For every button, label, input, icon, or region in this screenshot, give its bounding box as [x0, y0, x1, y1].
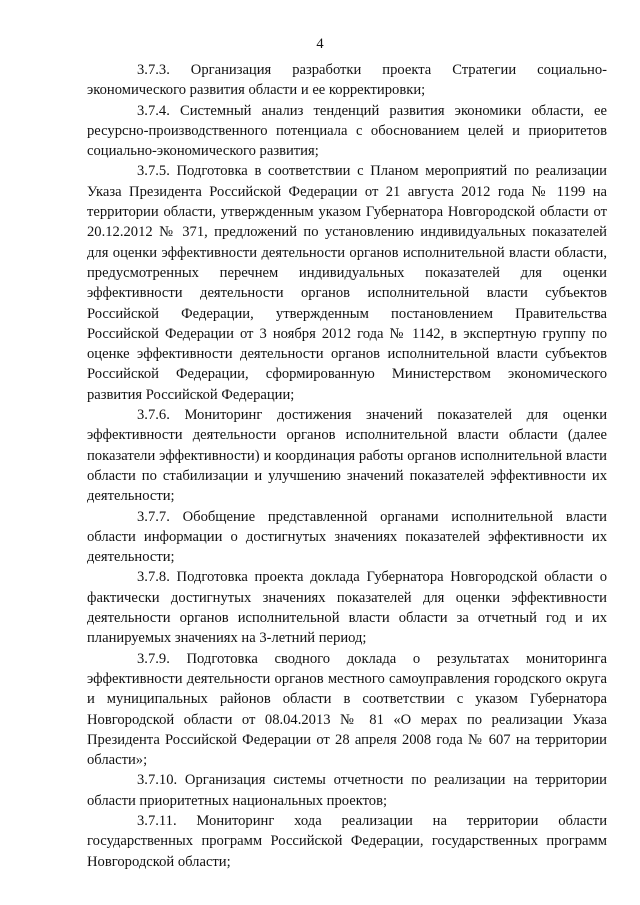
document-body	[87, 60, 607, 872]
paragraph-3-7-11: 3.7.11. Мониторинг хода реализации на территории области государственных программ Российской Федерации, государственных программ Новгородской области;	[87, 812, 607, 870]
page-number: 4	[316, 36, 324, 52]
paragraph-3-7-4: 3.7.4. Системный анализ тенденций развития экономики области, ее ресурсно-производственного потенциала с обоснованием целей и приоритетов социально-экономического развития;	[87, 102, 607, 160]
paragraph-3-7-10: 3.7.10. Организация системы отчетности по реализации на территории области приоритетных национальных проектов;	[87, 772, 607, 809]
paragraph-3-7-7: 3.7.7. Обобщение представленной органами исполнительной власти области информации о достигнутых значениях показателей эффективности их деятельности;	[87, 508, 607, 566]
paragraph-3-7-9: 3.7.9. Подготовка сводного доклада о результатах мониторинга эффективности деятельности органов местного самоуправления городского округа и муниципальных районов области в соответствии с указом Губернатора Новгородской области от 08.04.2013 № 81 «О мерах по реализации Указа Президента Российской Федерации от 28 апреля 2008 года № 607 на территории области»;	[87, 650, 607, 769]
paragraph-3-7-5: 3.7.5. Подготовка в соответствии с Планом мероприятий по реализации Указа Президента Российской Федерации от 21 августа 2012 года № 1199 на территории области, утвержденным указом Губернатора Новгородской области от 20.12.2012 № 371, предложений по установлению индивидуальных показателей для оценки эффективности деятельности органов исполнительной власти области, предусмотренных перечнем индивидуальных показателей для оценки эффективности деятельности органов исполнительной власти субъектов Российской Федерации, утвержденным постановлением Правительства Российской Федерации от 3 ноября 2012 года № 1142, в экспертную группу по оценке эффективности деятельности органов исполнительной власти субъектов Российской Федерации, сформированную Министерством экономического развития Российской Федерации;	[87, 163, 607, 403]
paragraph-3-7-3: 3.7.3. Организация разработки проекта Стратегии социально-экономического развития области и ее корректировки;	[87, 62, 607, 99]
paragraph-3-7-8: 3.7.8. Подготовка проекта доклада Губернатора Новгородской области о фактически достигнутых значениях показателей для оценки эффективности деятельности органов исполнительной власти области за отчетный год и их планируемых значениях на 3-летний период;	[87, 569, 607, 647]
paragraph-3-7-6: 3.7.6. Мониторинг достижения значений показателей для оценки эффективности деятельности органов исполнительной власти области (далее показатели эффективности) и координация работы органов исполнительной власти области по стабилизации и улучшению значений показателей эффективности их деятельности;	[87, 407, 607, 505]
